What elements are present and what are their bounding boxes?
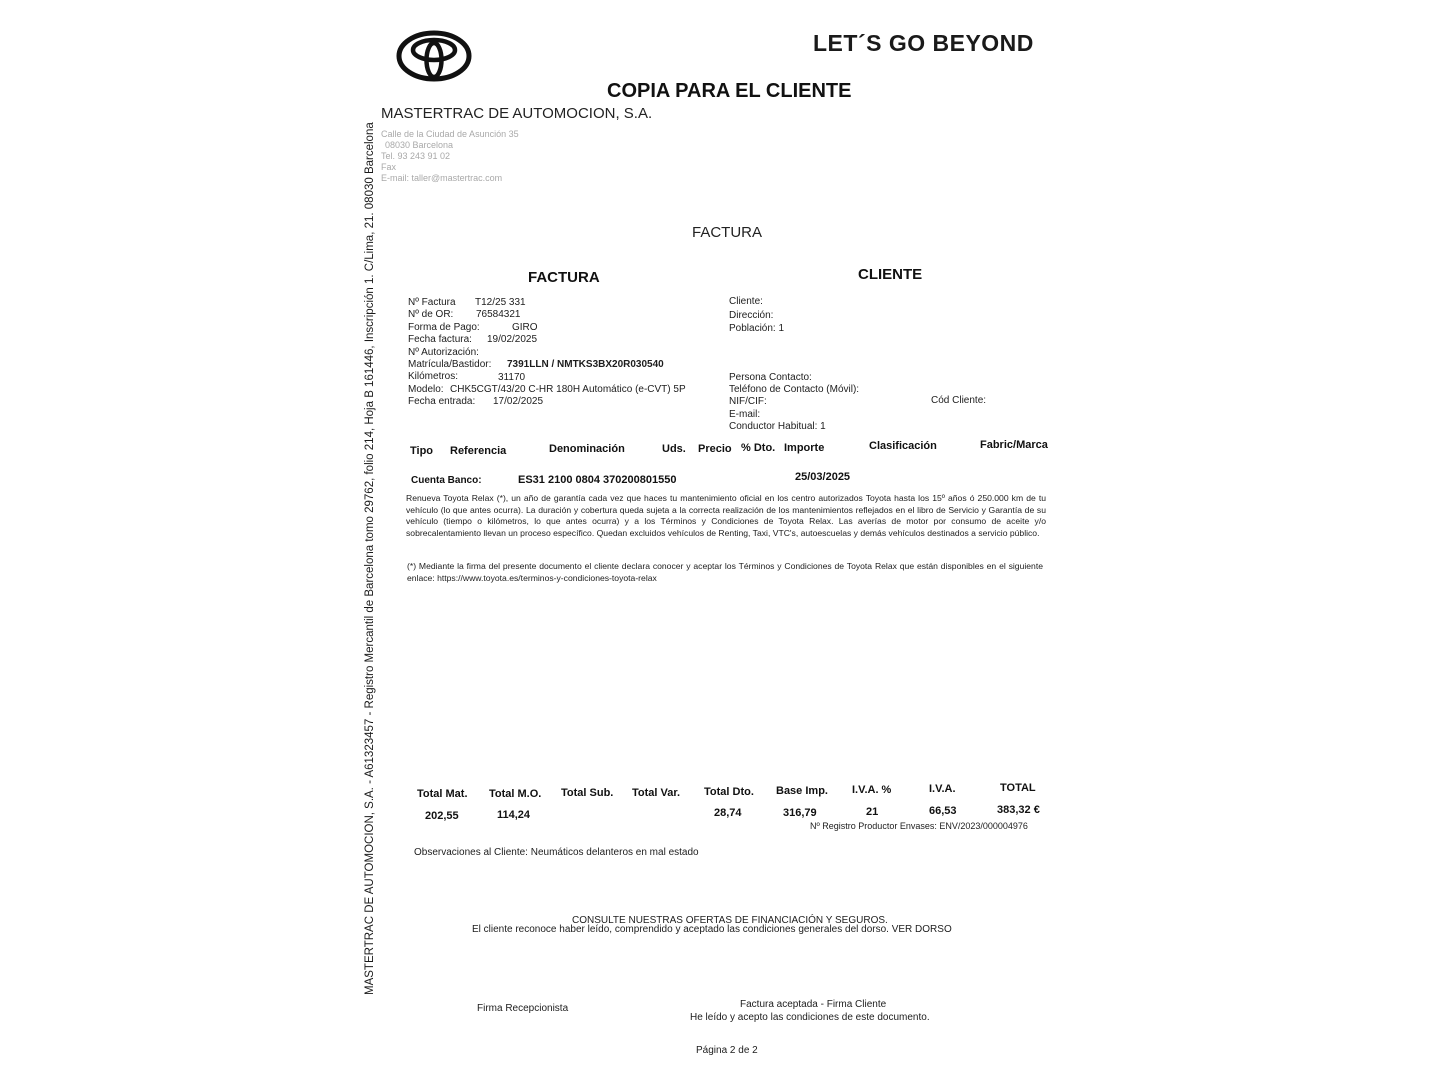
company-name: MASTERTRAC DE AUTOMOCION, S.A.	[381, 105, 653, 122]
label-fecha-entrada: Fecha entrada:	[408, 396, 476, 408]
label-email: E-mail:	[729, 408, 761, 420]
col-header-precio: Precio	[698, 443, 732, 455]
col-header-referencia: Referencia	[450, 445, 507, 457]
total-value-dto: 28,74	[714, 807, 742, 819]
label-kilometros: Kilómetros:	[408, 371, 459, 383]
total-value-base: 316,79	[783, 807, 817, 819]
label-nif: NIF/CIF:	[729, 396, 767, 408]
total-header-iva-pct: I.V.A. %	[852, 784, 892, 796]
value-fecha-entrada: 17/02/2025	[493, 396, 544, 407]
tagline: LET´S GO BEYOND	[813, 30, 1034, 56]
col-header-denominacion: Denominación	[549, 443, 625, 455]
col-header-fabric-marca: Fabric/Marca	[980, 439, 1048, 451]
total-header-mo: Total M.O.	[489, 788, 542, 800]
address-line: E-mail: taller@mastertrac.com	[381, 173, 503, 183]
total-header-iva: I.V.A.	[929, 783, 956, 795]
copy-title: COPIA PARA EL CLIENTE	[607, 80, 852, 102]
factura-section-title: FACTURA	[528, 269, 600, 286]
total-header-base: Base Imp.	[776, 785, 828, 797]
address-line: Calle de la Ciudad de Asunción 35	[381, 129, 519, 139]
value-kilometros: 31170	[498, 372, 526, 383]
value-matricula: 7391LLN / NMTKS3BX20R030540	[507, 359, 664, 370]
col-header-uds: Uds.	[662, 443, 686, 455]
total-value-iva-pct: 21	[866, 806, 879, 818]
toyota-relax-legal-text: Renueva Toyota Relax (*), un año de garantía cada vez que haces tu mantenimiento oficial en los centro autorizados Toyota hasta los 15º años ó 250.000 km de tu vehículo (lo que antes ocurra). La duración y cobertura queda sujeta a la correcta realización de los mantenimientos reflejados en el libro de Servicio y Garantía de su vehículo (tiempo o kilómetros, lo que antes ocurra) y a los Términos y Condiciones de Toyota Relax. Las averías de motor por consumo de aceite y/o sobrecalentamiento llevan un proceso específico. Quedan excluidos vehículos de Renting, Taxi, VTC's, autoescuelas y demás vehículos destinados a servicio público.	[406, 493, 1046, 538]
label-telefono: Teléfono de Contacto (Móvil):	[729, 384, 860, 396]
col-header-tipo: Tipo	[410, 445, 434, 457]
document-title: FACTURA	[692, 224, 763, 241]
value-numero-factura: T12/25 331	[475, 297, 526, 308]
cliente-labels-bottom	[729, 372, 859, 433]
value-numero-or: 76584321	[476, 309, 521, 320]
label-forma-pago: Forma de Pago:	[408, 321, 480, 333]
col-header-dto: % Dto.	[741, 442, 776, 454]
registro-envases: Nº Registro Productor Envases: ENV/2023/000004976	[810, 821, 1028, 831]
firma-recepcionista: Firma Recepcionista	[477, 1003, 569, 1014]
bank-label: Cuenta Banco:	[411, 475, 482, 486]
label-direccion: Dirección:	[729, 309, 774, 321]
label-cod-cliente: Cód Cliente:	[931, 395, 987, 406]
total-value-iva: 66,53	[929, 805, 957, 817]
label-fecha-factura: Fecha factura:	[408, 334, 472, 346]
address-line: Fax	[381, 162, 397, 172]
total-header-dto: Total Dto.	[704, 786, 754, 798]
label-persona-contacto: Persona Contacto:	[729, 372, 812, 383]
company-address	[381, 129, 519, 184]
total-value-mat: 202,55	[425, 810, 459, 822]
registry-side-text: MASTERTRAC DE AUTOMOCION, S.A. - A61323457 - Registro Mercantil de Barcelona tomo 29762, folio 214, Hoja B 161446, Inscripción 1. C/Lima, 21. 08030 Barcelona	[364, 122, 376, 995]
label-cliente: Cliente:	[729, 296, 763, 307]
footer-condiciones: El cliente reconoce haber leído, comprendido y aceptado las condiciones generales del dorso. VER DORSO	[472, 924, 952, 935]
value-forma-pago: GIRO	[512, 322, 538, 333]
label-conductor: Conductor Habitual: 1	[729, 420, 826, 432]
label-modelo: Modelo:	[408, 383, 444, 395]
label-numero-or: Nº de OR:	[408, 309, 454, 321]
value-fecha-factura: 19/02/2025	[487, 334, 538, 345]
col-header-clasificacion: Clasificación	[869, 440, 937, 452]
footer-financiacion: CONSULTE NUESTRAS OFERTAS DE FINANCIACIÓN Y SEGUROS.	[572, 915, 888, 926]
bank-date: 25/03/2025	[795, 471, 851, 483]
total-value-total: 383,32 €	[997, 804, 1040, 816]
toyota-relax-terms-text: (*) Mediante la firma del presente documento el cliente declara conocer y aceptar los Términos y Condiciones de Toyota Relax que están disponibles en el siguiente enlace: https://www.toyota.es/terminos-y-condiciones-toyota-relax	[407, 561, 1043, 583]
address-line: 08030 Barcelona	[385, 140, 454, 150]
cliente-labels-top	[729, 295, 784, 336]
observaciones: Observaciones al Cliente: Neumáticos delanteros en mal estado	[414, 847, 699, 858]
factura-aceptada: Factura aceptada - Firma Cliente	[740, 999, 887, 1010]
total-header-sub: Total Sub.	[561, 787, 614, 799]
label-numero-factura: Nº Factura	[408, 297, 456, 308]
toyota-logo-icon	[396, 30, 472, 82]
label-poblacion: Población: 1	[729, 323, 785, 334]
value-modelo: CHK5CGT/43/20 C-HR 180H Automático (e-CVT) 5P	[450, 384, 686, 395]
total-header-var: Total Var.	[632, 787, 681, 799]
bank-iban: ES31 2100 0804 370200801550	[518, 474, 677, 486]
total-header-mat: Total Mat.	[417, 788, 468, 800]
he-leido-acepto: He leído y acepto las condiciones de este documento.	[690, 1012, 930, 1023]
address-line: Tel. 93 243 91 02	[381, 151, 451, 161]
label-matricula: Matrícula/Bastidor:	[408, 359, 492, 371]
col-header-importe: Importe	[784, 442, 825, 454]
cliente-section-title: CLIENTE	[858, 266, 923, 283]
page-number: Página 2 de 2	[696, 1045, 758, 1056]
label-autorizacion: Nº Autorización:	[408, 346, 479, 358]
total-header-total: TOTAL	[1000, 782, 1036, 794]
total-value-mo: 114,24	[497, 809, 531, 821]
